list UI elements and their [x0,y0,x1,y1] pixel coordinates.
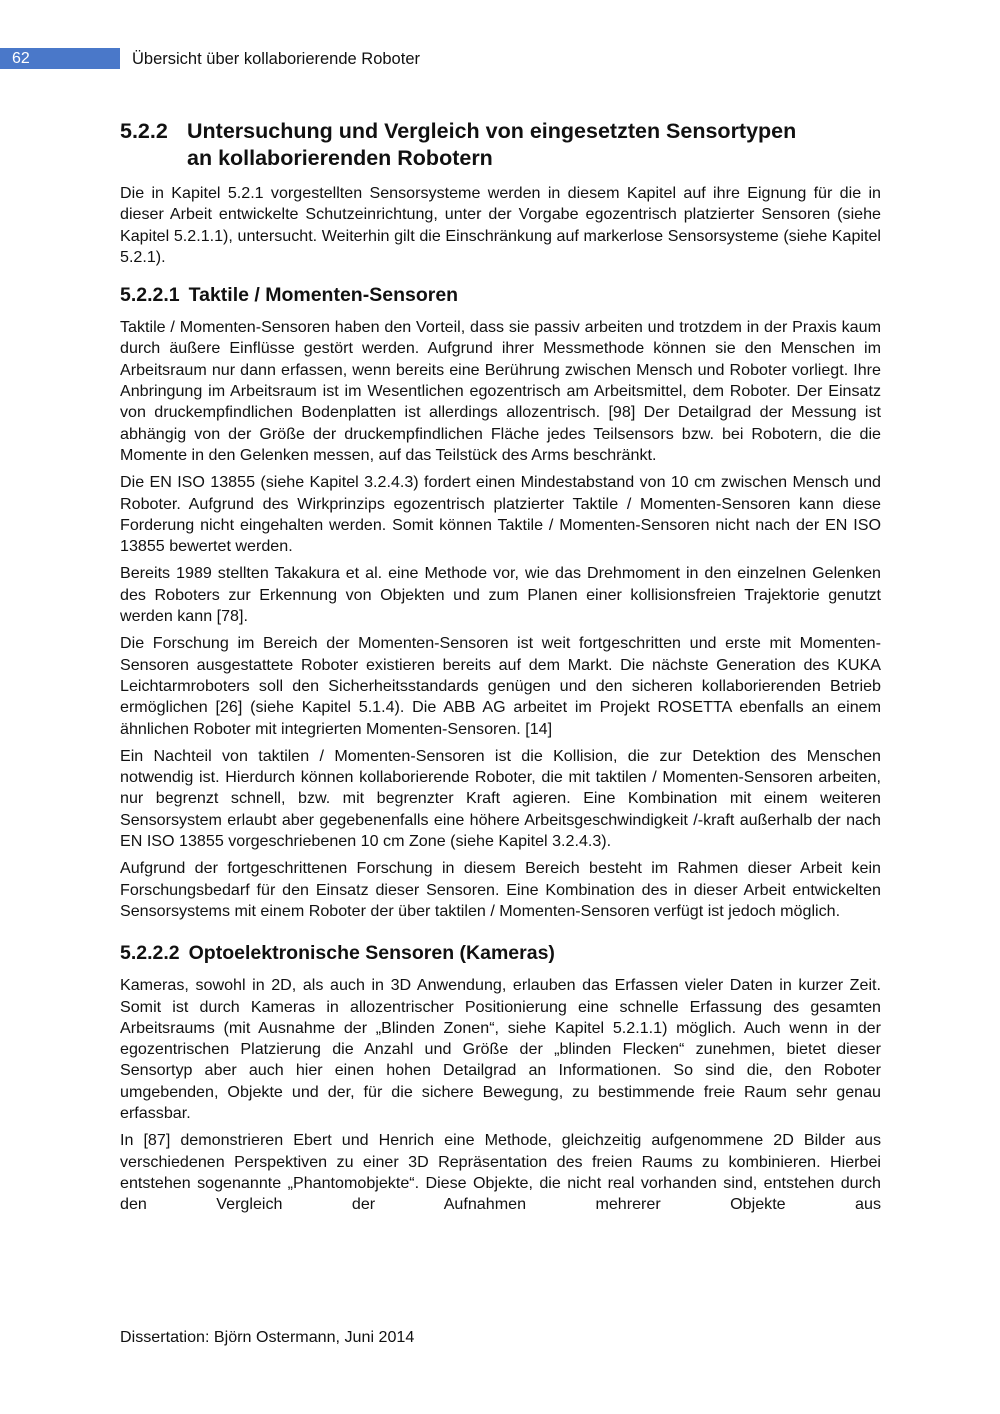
paragraph: In [87] demonstrieren Ebert und Henrich eine Methode, gleichzeitig aufgenommene 2D Bilder aus verschiedenen Perspektiven zu einer 3D Repräsentation des freien Raums zu kombinieren. Hierbei entstehen sogenannte „Phantomobjekte“. Diese Objekte, die nicht real vorhanden sind, entstehen durch den Vergleich der Aufnahmen mehrerer Objekte aus [120,1131,881,1214]
paragraph: Aufgrund der fortgeschrittenen Forschung in diesem Bereich besteht im Rahmen dieser Arbeit kein Forschungsbedarf für den Einsatz dieser Sensoren. Eine Kombination des in dieser Arbeit entwickelten Sensorsystems mit einem Roboter der über taktilen / Momenten-Sensoren verfügt ist jedoch möglich. [120,859,881,920]
subsection-number: 5.2.2.1 [120,284,180,307]
paragraph: Die EN ISO 13855 (siehe Kapitel 3.2.4.3) fordert einen Mindestabstand von 10 cm zwischen Mensch und Roboter. Aufgrund des Wirkprinzips egozentrisch platzierter Taktile / Momenten-Sensoren kann diese Forderung nicht eingehalten werden. Somit können Taktile / Momenten-Sensoren nicht nach der EN ISO 13855 bewertet werden. [120,473,881,556]
subsection-title: Taktile / Momenten-Sensoren [188,284,459,307]
page-number-bar [0,48,120,69]
page-number: 62 [12,50,30,67]
section-title: Untersuchung und Vergleich von eingesetzten Sensortypen an kollaborierenden Robotern [187,119,797,170]
subsection-heading-cameras [120,940,881,966]
paragraph: Ein Nachteil von taktilen / Momenten-Sensoren ist die Kollision, die zur Detektion des Menschen notwendig ist. Hierdurch können kollaborierende Roboter, die mit taktilen / Momenten-Sensoren arbeiten, nur begrenzt schnell, bzw. mit begrenzter Kraft agieren. Eine Kombination mit einem weiteren Sensorsystem erlaubt aber gegebenenfalls eine höhere Arbeitsgeschwindigkeit /-kraft außerhalb der nach EN ISO 13855 vorgeschriebenen 10 cm Zone (siehe Kapitel 3.2.4.3). [120,746,881,851]
subsection-title: Optoelektronische Sensoren (Kameras) [188,942,555,965]
section-intro-paragraph: Die in Kapitel 5.2.1 vorgestellten Sensorsysteme werden in diesem Kapitel auf ihre Eignung für die in dieser Arbeit entwickelte Schutzeinrichtung, unter der Vorgabe egozentrisch platzierter Sensoren (siehe Kapitel 5.2.1.1), untersucht. Weiterhin gilt die Einschränkung auf markerlose Sensorsysteme (siehe Kapitel 5.2.1). [120,184,881,266]
subsection-heading-tactile [120,282,881,308]
section-heading [120,118,881,172]
running-title: Übersicht über kollaborierende Roboter [132,50,420,68]
paragraph: Kameras, sowohl in 2D, als auch in 3D Anwendung, erlauben das Erfassen vieler Daten in kurzer Zeit. Somit ist durch Kameras in allozentrischer Positionierung eine schnelle Erfassung des gesamten Arbeitsraums (mit Ausnahme der „Blinden Zonen“, siehe Kapitel 5.2.1.1) möglich. Auch wenn in der egozentrischen Platzierung die Anzahl und Größe der „blinden Flecken“ zunehmen, bietet dieser Sensortyp aber auch hier einen hohen Detailgrad an Informationen. So sind die, den Roboter umgebenden, Objekte und der, für die sichere Bewegung, zu bestimmende freie Raum sehr genau erfassbar. [120,976,881,1122]
page-footer: Dissertation: Björn Ostermann, Juni 2014 [120,1328,415,1346]
paragraph: Taktile / Momenten-Sensoren haben den Vorteil, dass sie passiv arbeiten und trotzdem in der Praxis kaum durch äußere Einflüsse gestört werden. Aufgrund ihrer Messmethode können sie den Menschen im Arbeitsraum nur dann erfassen, wenn bereits eine Berührung zwischen Mensch und Roboter vorliegt. Ihre Anbringung im Arbeitsraum ist im Wesentlichen egozentrisch am Arbeitsmittel, dem Roboter. Der Einsatz von druckempfindlichen Bodenplatten ist allerdings allozentrisch. [98] Der Detailgrad der Messung ist abhängig von der Größe der druckempfindlichen Fläche jedes Teilsensors bzw. bei Robotern, die die Momente in den Gelenken messen, auf das Teilstück des Arms beschränkt. [120,318,881,464]
page-content [120,118,881,1221]
section-number: 5.2.2 [120,119,168,143]
paragraph: Bereits 1989 stellten Takakura et al. eine Methode vor, wie das Drehmoment in den einzelnen Gelenken des Roboters zur Erkennung von Objekten und zum Planen einer kollisionsfreien Trajektorie genutzt werden kann [78]. [120,564,881,626]
paragraph: Die Forschung im Bereich der Momenten-Sensoren ist weit fortgeschritten und erste mit Momenten-Sensoren ausgestattete Roboter existieren bereits auf dem Markt. Die nächste Generation des KUKA Leichtarmroboters soll den Sicherheitsstandards genügen und den sicheren kollaborierenden Betrieb ermöglichen [26] (siehe Kapitel 5.1.4). Die ABB AG arbeitet im Projekt ROSETTA ebenfalls an einem ähnlichen Roboter mit integrierten Momenten-Sensoren. [14] [120,634,881,738]
subsection-number: 5.2.2.2 [120,942,180,965]
